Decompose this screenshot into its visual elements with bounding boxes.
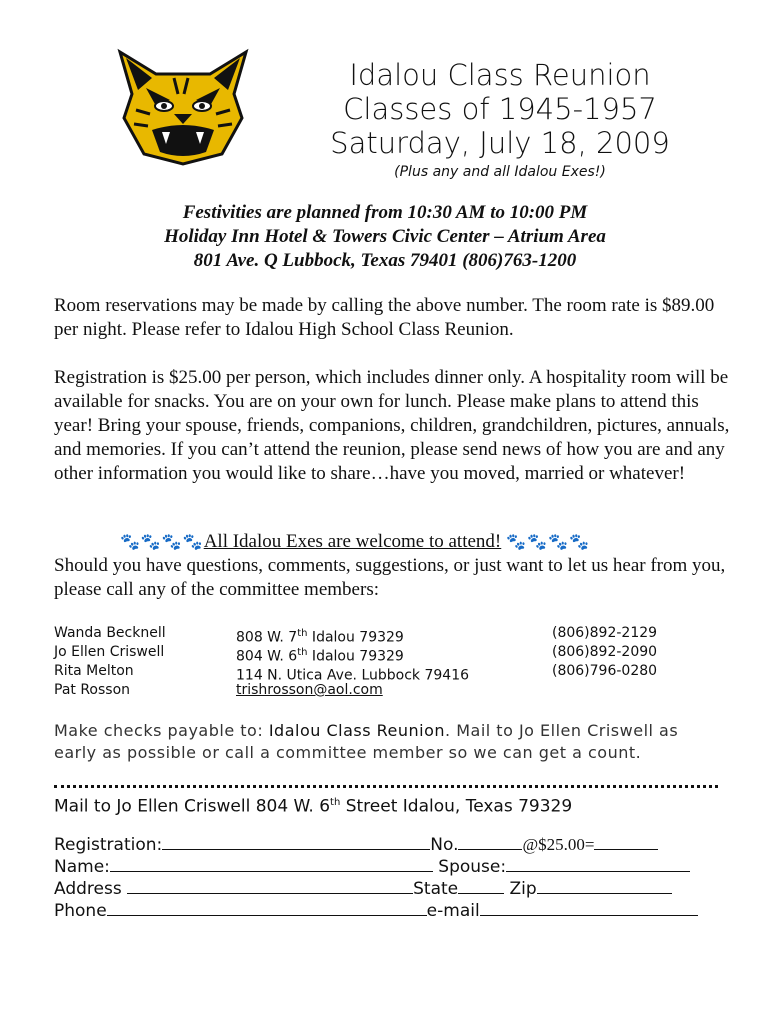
phone-field[interactable] [107, 900, 427, 916]
zip-field[interactable] [537, 878, 672, 894]
room-reservations-paragraph: Room reservations may be made by calling the above number. The room rate is $89.00 per night. Please refer to Idalou High School Class Reunion. [54, 295, 715, 340]
committee-name: Wanda Becknell [54, 625, 166, 641]
paw-prints-icon: 🐾🐾🐾🐾 [120, 534, 204, 551]
email-field[interactable] [480, 900, 698, 916]
payee-name: Idalou Class Reunion [268, 721, 446, 740]
zip-label: Zip [504, 879, 537, 899]
committee-name: Rita Melton [54, 663, 134, 679]
venue-address: 801 Ave. Q Lubbock, Texas 79401 (806)763-1200 [193, 250, 577, 271]
committee-phone: (806)892-2090 [552, 644, 658, 660]
checks-instructions: Make checks payable to: Idalou Class Reunion. Mail to Jo Ellen Criswell as early as possible or call a committee member so we can get a count. [54, 721, 679, 762]
spouse-label: Spouse: [432, 857, 507, 877]
committee-email-link[interactable]: trishrosson@aol.com [236, 682, 383, 698]
form-row-name [54, 856, 690, 878]
state-label: State [413, 879, 459, 899]
state-field[interactable] [458, 878, 504, 894]
address-field[interactable] [127, 878, 413, 894]
address-label: Address [54, 879, 128, 899]
price-label: @$25.00= [522, 835, 595, 854]
questions-paragraph: Should you have questions, comments, suggestions, or just want to let us hear from you, please call any of the committee members: [54, 555, 726, 600]
committee-name: Jo Ellen Criswell [54, 644, 165, 660]
spouse-field[interactable] [506, 856, 690, 872]
exes-note: (Plus any and all Idalou Exes!) [394, 164, 606, 180]
email-label: e-mail [426, 901, 480, 921]
welcome-text: All Idalou Exes are welcome to attend! [203, 531, 502, 552]
name-label: Name: [54, 857, 110, 877]
committee-address: 808 W. 7th Idalou 79329 [236, 628, 404, 646]
registration-field[interactable] [162, 834, 430, 850]
no-label: No. [430, 835, 459, 855]
festivities-time: Festivities are planned from 10:30 AM to 10:00 PM [182, 202, 588, 223]
registration-label: Registration: [54, 835, 163, 855]
mail-to-address: Mail to Jo Ellen Criswell 804 W. 6th Street Idalou, Texas 79329 [54, 796, 573, 817]
total-field[interactable] [594, 834, 658, 850]
classes-subtitle: Classes of 1945-1957 [343, 92, 657, 126]
venue-name: Holiday Inn Hotel & Towers Civic Center – Atrium Area [164, 226, 606, 247]
form-row-address [54, 878, 672, 900]
wildcat-mascot-image [116, 48, 250, 166]
phone-label: Phone [54, 901, 107, 921]
committee-name: Pat Rosson [54, 682, 131, 698]
event-date: Saturday, July 18, 2009 [330, 126, 670, 160]
committee-address: 804 W. 6th Idalou 79329 [236, 647, 404, 665]
form-row-phone [54, 900, 698, 922]
paw-prints-icon: 🐾🐾🐾🐾 [501, 534, 590, 551]
committee-phone: (806)892-2129 [552, 625, 658, 641]
form-row-registration [54, 834, 658, 856]
welcome-line [120, 530, 590, 555]
quantity-field[interactable] [458, 834, 522, 850]
registration-paragraph: Registration is $25.00 per person, which includes dinner only. A hospitality room will be available for snacks. You are on your own for lunch. Please make plans to attend this year! Bring your spouse, friends, companions, children, grandchildren, pictures, annuals, and memories. If you can’t attend the reunion, please send news of how you are and any other information you would like to share…have you moved, married or whatever! [54, 367, 730, 484]
name-field[interactable] [110, 856, 433, 872]
dotted-divider [54, 785, 718, 788]
committee-phone: (806)796-0280 [552, 663, 658, 679]
reunion-title: Idalou Class Reunion [349, 58, 651, 92]
committee-address: 114 N. Utica Ave. Lubbock 79416 [236, 667, 470, 684]
